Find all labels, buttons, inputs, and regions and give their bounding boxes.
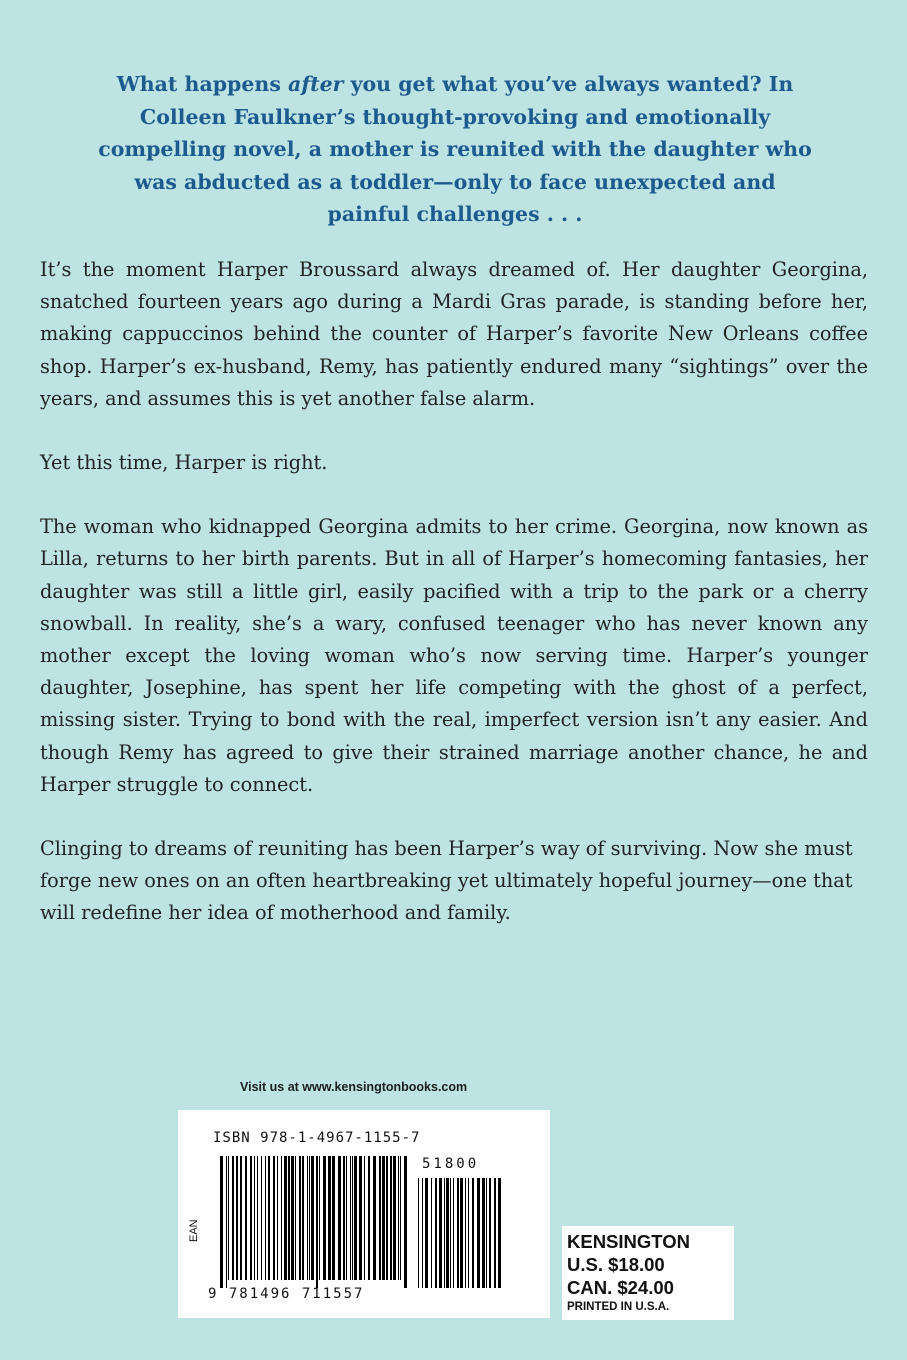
barcode-bar [309, 1156, 310, 1280]
barcode-bar [431, 1178, 432, 1288]
tagline [95, 68, 815, 231]
barcode-bar [240, 1156, 242, 1280]
barcode-bar [316, 1156, 318, 1288]
can-price: CAN. $24.00 [567, 1277, 674, 1298]
barcode-bar [364, 1156, 365, 1280]
barcode-bar [400, 1156, 401, 1280]
barcode-bar [460, 1178, 463, 1288]
barcode-bar [482, 1178, 485, 1288]
barcode-bar [382, 1156, 385, 1280]
tagline-emphasis: after [288, 72, 344, 96]
barcode-bar [311, 1156, 314, 1280]
blurb [40, 254, 868, 962]
barcode-bar [465, 1178, 466, 1288]
barcode-bar [422, 1178, 423, 1288]
barcode-bar [284, 1156, 287, 1280]
barcode-bar [236, 1156, 238, 1280]
barcode-bar [486, 1178, 487, 1288]
barcode-bar [398, 1156, 399, 1280]
barcode-bar [435, 1178, 437, 1288]
barcode-bar [390, 1156, 392, 1280]
barcode-bar [494, 1178, 496, 1288]
barcode-bar [457, 1178, 459, 1288]
addon-number: 51800 [422, 1156, 480, 1172]
barcode-bar [232, 1156, 234, 1280]
ean-barcode [220, 1156, 410, 1288]
barcode-bar [468, 1178, 469, 1288]
barcode-bar [268, 1156, 270, 1280]
barcode-bar [250, 1156, 252, 1280]
barcode-bar [446, 1178, 449, 1288]
barcode-bar [343, 1156, 345, 1280]
tagline-part2: you get what you’ve always wanted? In Colleen Faulkner’s thought-provoking and emotionally compelling novel, a mother is reunited with the daughter who was abducted as a toddler—only to face unexpected and painful challenges . . . [98, 72, 812, 226]
ean-label: EAN [188, 1219, 200, 1242]
barcode-bar [439, 1178, 442, 1288]
barcode-bar [425, 1178, 428, 1288]
barcode-bar [288, 1156, 290, 1280]
barcode-bar [265, 1156, 266, 1280]
barcode-bar [257, 1156, 258, 1280]
barcode-bar [295, 1156, 296, 1280]
us-price: U.S. $18.00 [567, 1254, 665, 1275]
barcode-bar [350, 1156, 351, 1280]
barcode-bar [319, 1156, 320, 1280]
barcode-bar [254, 1156, 255, 1280]
barcode-bar [281, 1156, 282, 1280]
barcode-bar [379, 1156, 381, 1280]
barcode-bar [291, 1156, 294, 1280]
barcode-box [178, 1110, 550, 1318]
publisher-website: Visit us at www.kensingtonbooks.com [240, 1080, 468, 1094]
price-box [562, 1226, 734, 1320]
blurb-paragraph-3: The woman who kidnapped Georgina admits to her crime. Georgina, now known as Lilla, returns to her birth parents. But in all of Harper’s homecoming fantasies, her daughter was still a little girl, easily pacified with a trip to the park or a cherry snowball. In reality, she’s a wary, confused teenager who has never known any mother except the loving woman who’s now serving time. Harper’s younger daughter, Josephine, has spent her life competing with the ghost of a perfect, missing sister. Trying to bond with the real, imperfect version isn’t any easier. And though Remy has agreed to give their strained marriage another chance, he and Harper struggle to connect. [40, 515, 868, 796]
blurb-paragraph-4: Clinging to dreams of reuniting has been Harper’s way of surviving. Now she must forge new ones on an often heartbreaking yet ultimately hopeful journey—one that will redefine her idea of motherhood and family. [40, 837, 853, 925]
barcode-bar [299, 1156, 301, 1280]
barcode-bar [498, 1178, 501, 1288]
barcode-bar [245, 1156, 247, 1280]
barcode-bar [228, 1156, 229, 1280]
barcode-bar [359, 1156, 362, 1280]
barcode-bar [338, 1156, 341, 1280]
addon-barcode [418, 1178, 508, 1288]
publisher-name: KENSINGTON [567, 1231, 691, 1252]
barcode-bar [226, 1156, 227, 1288]
barcode-bar [472, 1178, 474, 1288]
barcode-bar [444, 1178, 445, 1288]
barcode-bar [277, 1156, 278, 1280]
barcode-bar [450, 1178, 451, 1288]
barcode-bar [386, 1156, 388, 1280]
barcode-bar [373, 1156, 376, 1280]
tagline-part1: What happens [116, 72, 289, 96]
barcode-bar [323, 1156, 326, 1280]
ean-number: 9 781496 711557 [208, 1286, 365, 1302]
barcode-bar [332, 1156, 335, 1280]
barcode-bar [273, 1156, 275, 1280]
barcode-bar [346, 1156, 347, 1280]
barcode-bar [328, 1156, 331, 1280]
barcode-bar [489, 1178, 491, 1288]
barcode-bar [220, 1156, 223, 1288]
barcode-bar [404, 1156, 407, 1288]
blurb-paragraph-1: It’s the moment Harper Broussard always dreamed of. Her daughter Georgina, snatched fourteen years ago during a Mardi Gras parade, is standing before her, making cappuccinos behind the counter of Harper’s favorite New Orleans coffee shop. Harper’s ex-husband, Remy, has patiently endured many “sightings” over the years, and assumes this is yet another false alarm. [40, 258, 868, 410]
printed-in: PRINTED IN U.S.A. [567, 1301, 670, 1313]
barcode-bar [354, 1156, 357, 1280]
blurb-paragraph-2: Yet this time, Harper is right. [40, 451, 328, 475]
barcode-bar [352, 1156, 353, 1280]
barcode-bar [261, 1156, 262, 1280]
barcode-bar [307, 1156, 308, 1280]
isbn-label: ISBN 978-1-4967-1155-7 [213, 1130, 421, 1146]
barcode-bar [302, 1156, 304, 1280]
barcode-bar [393, 1156, 396, 1280]
barcode-bar [477, 1178, 480, 1288]
barcode-bar [418, 1178, 419, 1288]
barcode-bar [368, 1156, 370, 1280]
barcode-bar [453, 1178, 454, 1288]
